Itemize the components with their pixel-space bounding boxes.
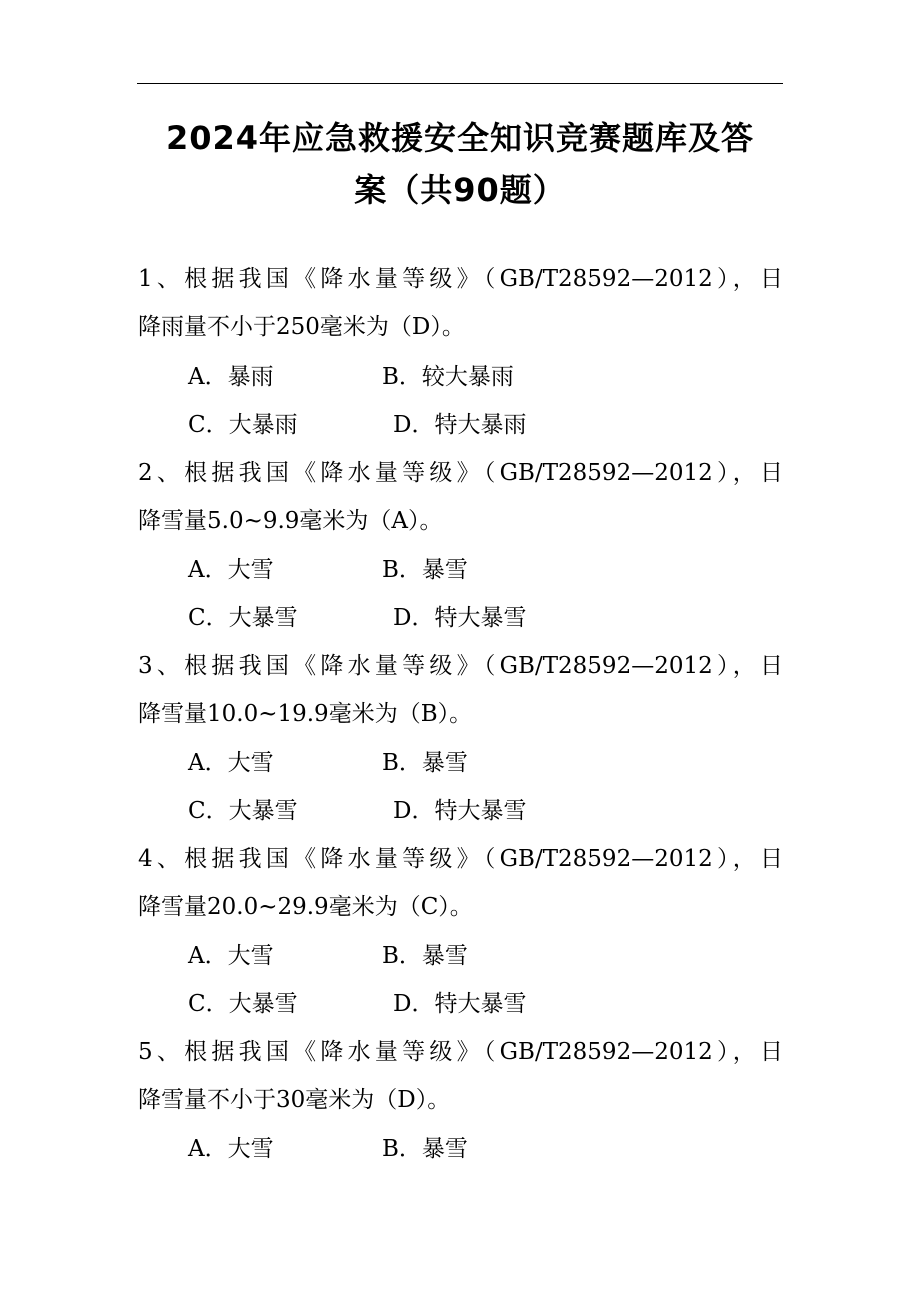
option-b: B．暴雪: [382, 557, 468, 583]
question-stem: 3、根据我国《降水量等级》（GB/T28592—2012），日: [138, 653, 783, 679]
question-stem: 1、根据我国《降水量等级》（GB/T28592—2012），日: [138, 266, 783, 292]
option-b: B．暴雪: [382, 943, 468, 969]
option-a: A．大雪: [188, 943, 274, 969]
option-b: B．暴雪: [382, 750, 468, 776]
option-b: B．较大暴雨: [382, 364, 514, 390]
option-c: C．大暴雪: [188, 798, 298, 824]
option-d: D．特大暴雪: [393, 798, 527, 824]
option-d: D．特大暴雪: [393, 991, 527, 1017]
option-b: B．暴雪: [382, 1136, 468, 1162]
title-line-2: 案（共90题）: [354, 171, 566, 209]
option-c: C．大暴雪: [188, 605, 298, 631]
question-stem-continued: 降雨量不小于250毫米为（D）。: [138, 314, 465, 340]
question-stem-continued: 降雪量10.0~19.9毫米为（B）。: [138, 701, 473, 727]
question-stem-continued: 降雪量不小于30毫米为（D）。: [138, 1087, 451, 1113]
option-a: A．大雪: [188, 557, 274, 583]
option-a: A．大雪: [188, 1136, 274, 1162]
option-a: A．暴雨: [188, 364, 274, 390]
question-stem-continued: 降雪量5.0~9.9毫米为（A）。: [138, 508, 443, 534]
option-d: D．特大暴雨: [393, 412, 527, 438]
option-c: C．大暴雪: [188, 991, 298, 1017]
question-stem-continued: 降雪量20.0~29.9毫米为（C）。: [138, 894, 473, 920]
option-a: A．大雪: [188, 750, 274, 776]
title-line-1: 2024年应急救援安全知识竞赛题库及答: [165, 119, 755, 157]
option-d: D．特大暴雪: [393, 605, 527, 631]
question-stem: 5、根据我国《降水量等级》（GB/T28592—2012），日: [138, 1039, 783, 1065]
question-stem: 2、根据我国《降水量等级》（GB/T28592—2012），日: [138, 460, 783, 486]
option-c: C．大暴雨: [188, 412, 298, 438]
header-rule: [137, 83, 783, 84]
question-stem: 4、根据我国《降水量等级》（GB/T28592—2012），日: [138, 846, 783, 872]
document-title: [130, 112, 790, 216]
